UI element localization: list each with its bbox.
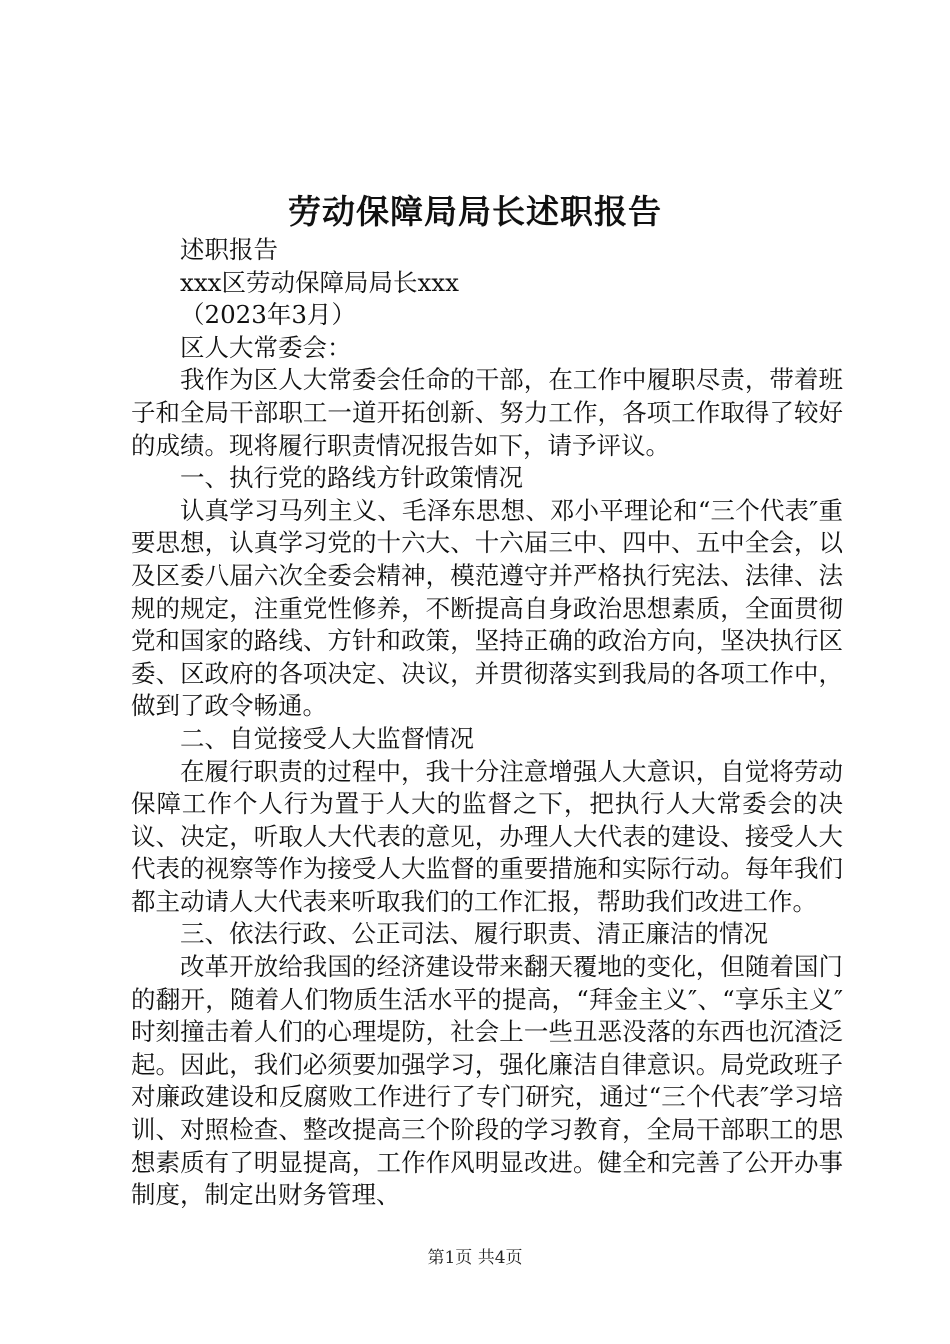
- page-footer: 第1页 共4页: [427, 1248, 523, 1268]
- document-title: 劳动保障局局长述职报告: [288, 192, 662, 231]
- paragraph-date: （2023年3月）: [180, 300, 356, 330]
- paragraph-author: xxx区劳动保障局局长xxx: [180, 267, 459, 297]
- paragraph-heading-label: 述职报告: [180, 235, 278, 264]
- paragraph-intro: 我作为区人大常委会任命的干部，在工作中履职尽责，带着班子和全局干部职工一道开拓创新、努力工作，各项工作取得了较好的成绩。现将履行职责情况报告如下，请予评议。: [131, 365, 843, 460]
- paragraph-salutation: 区人大常委会：: [180, 332, 352, 362]
- paragraph-section-2: 在履行职责的过程中，我十分注意增强人大意识，自觉将劳动保障工作个人行为置于人大的监督之下，把执行人大常委会的决议、决定，听取人大代表的意见，办理人大代表的建设、接受人大代表的视察等作为接受人大监督的重要措施和实际行动。每年我们都主动请人大代表来听取我们的工作汇报，帮助我们改进工作。: [131, 756, 843, 916]
- document-body: [131, 234, 843, 1212]
- section-heading-1: 一、执行党的路线方针政策情况: [180, 463, 523, 493]
- paragraph-section-1: 认真学习马列主义、毛泽东思想、邓小平理论和“三个代表″重要思想，认真学习党的十六大、十六届三中、四中、五中全会，以及区委八届六次全委会精神，模范遵守并严格执行宪法、法律、法规的规定，注重党性修养，不断提高自身政治思想素质，全面贯彻党和国家的路线、方针和政策，坚持正确的政治方向，坚决执行区委、区政府的各项决定、决议，并贯彻落实到我局的各项工作中，做到了政令畅通。: [131, 495, 843, 721]
- section-heading-2: 二、自觉接受人大监督情况: [180, 723, 474, 753]
- section-heading-3: 三、依法行政、公正司法、履行职责、清正廉洁的情况: [180, 919, 768, 949]
- paragraph-section-3: 改革开放给我国的经济建设带来翻天覆地的变化，但随着国门的翻开，随着人们物质生活水平的提高，“拜金主义″、“享乐主义″时刻撞击着人们的心理堤防，社会上一些丑恶没落的东西也沉渣泛起。因此，我们必须要加强学习，强化廉洁自律意识。局党政班子对廉政建设和反腐败工作进行了专门研究，通过“三个代表″学习培训、对照检查、整改提高三个阶段的学习教育，全局干部职工的思想素质有了明显提高，工作作风明显改进。健全和完善了公开办事制度，制定出财务管理、: [131, 952, 843, 1210]
